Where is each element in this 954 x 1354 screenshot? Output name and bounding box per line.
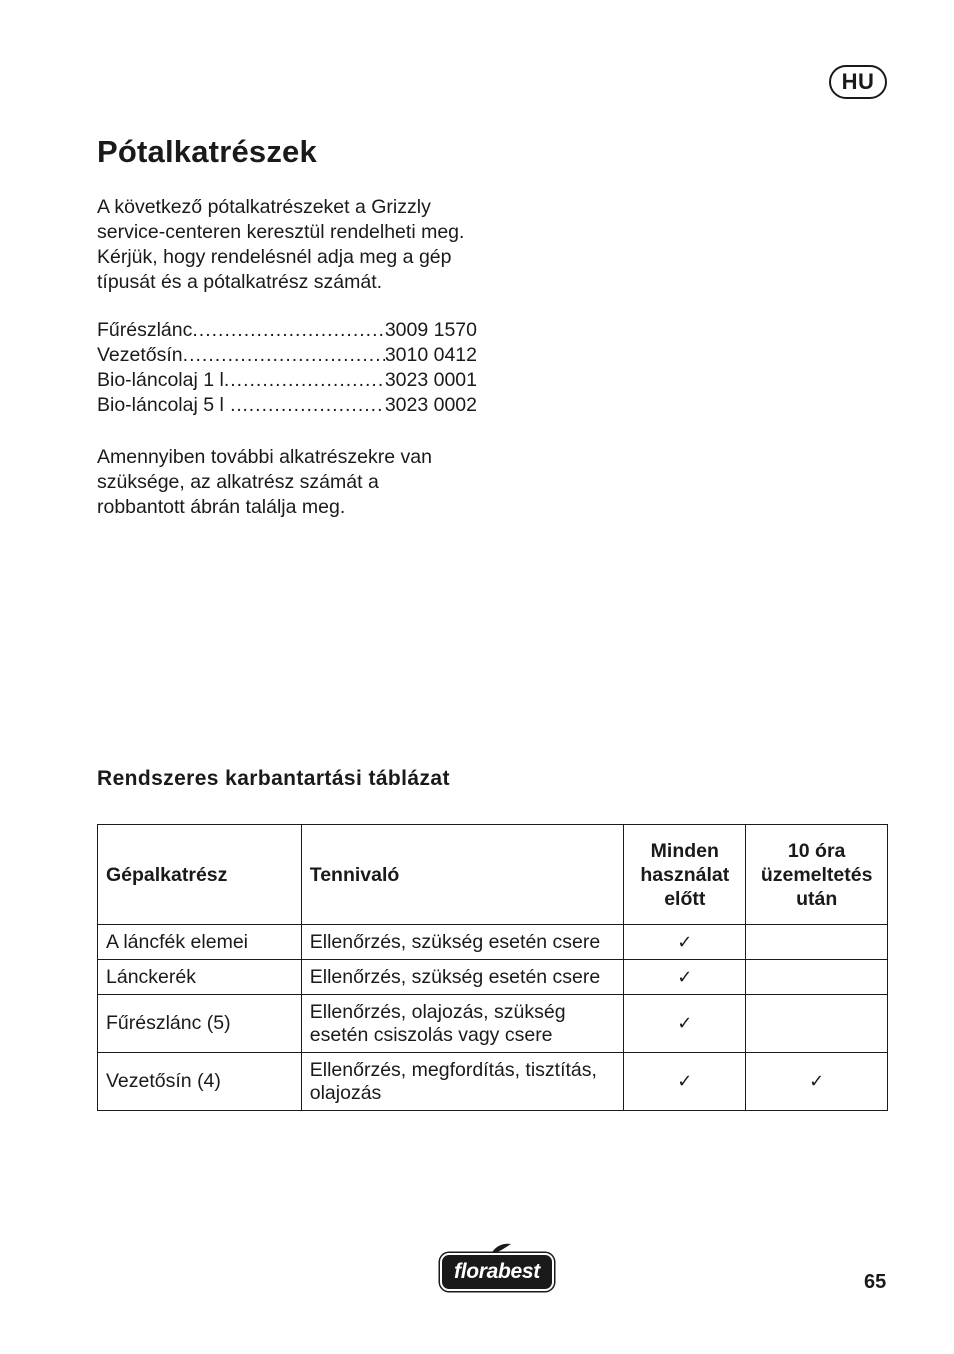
check-mark-icon: ✓ [624, 925, 746, 960]
leader-dots [224, 369, 385, 392]
part-number: 3009 1570 [384, 319, 477, 341]
maintenance-table [97, 824, 888, 1111]
part-number: 3010 0412 [384, 344, 477, 366]
language-badge [829, 65, 887, 99]
part-number: 3023 0002 [384, 394, 477, 416]
table-row [98, 995, 888, 1053]
table-row [98, 1053, 888, 1111]
spare-parts-intro: A következő pótalkatrészeket a Grizzly service-centeren keresztül rendelheti meg. Kérjük, hogy rendelésnél adja meg a gép típusát és a pótalkatrész számát. [97, 196, 465, 293]
table-row [98, 960, 888, 995]
logo-text: florabest [454, 1260, 540, 1283]
cell-after-10h [746, 960, 888, 995]
header-part: Gépalkatrész [98, 825, 302, 925]
part-row [97, 319, 477, 344]
part-number: 3023 0001 [384, 369, 477, 391]
page-number: 65 [864, 1271, 887, 1293]
part-name: Vezetősín [97, 344, 183, 366]
header-task: Tennivaló [301, 825, 624, 925]
leader-dots [249, 394, 385, 417]
spare-parts-note: Amennyiben további alkatrészekre van szüksége, az alkatrész számát a robbantott ábrán találja meg. [97, 446, 432, 518]
cell-part: Fűrészlánc (5) [98, 995, 302, 1053]
leader-dots [192, 319, 384, 342]
maintenance-title: Rendszeres karbantartási táblázat [97, 767, 450, 790]
part-name: Bio-láncolaj 5 l … [97, 394, 249, 416]
cell-part: Lánckerék [98, 960, 302, 995]
check-mark-icon: ✓ [624, 995, 746, 1053]
part-name: Bio-láncolaj 1 l [97, 369, 224, 391]
check-mark-icon: ✓ [746, 1053, 888, 1111]
cell-after-10h [746, 995, 888, 1053]
check-mark-icon: ✓ [624, 960, 746, 995]
cell-task: Ellenőrzés, szükség esetén csere [301, 925, 624, 960]
part-name: Fűrészlánc [97, 319, 193, 341]
cell-part: A láncfék elemei [98, 925, 302, 960]
cell-task: Ellenőrzés, megfordítás, tisztítás, olajozás [301, 1053, 624, 1111]
language-code: HU [841, 69, 875, 94]
check-mark-icon: ✓ [624, 1053, 746, 1111]
florabest-logo [440, 1253, 554, 1291]
cell-after-10h [746, 925, 888, 960]
part-row [97, 394, 477, 419]
cell-task: Ellenőrzés, szükség esetén csere [301, 960, 624, 995]
table-row [98, 925, 888, 960]
header-after-10h: 10 óra üzemeltetés után [746, 825, 888, 925]
cell-part: Vezetősín (4) [98, 1053, 302, 1111]
part-row [97, 369, 477, 394]
cell-task: Ellenőrzés, olajozás, szükség esetén csiszolás vagy csere [301, 995, 624, 1053]
table-header-row [98, 825, 888, 925]
spare-parts-list [97, 319, 477, 419]
page-title: Pótalkatrészek [97, 134, 317, 169]
part-row [97, 344, 477, 369]
leader-dots [183, 344, 385, 367]
header-before-use: Minden használat előtt [624, 825, 746, 925]
